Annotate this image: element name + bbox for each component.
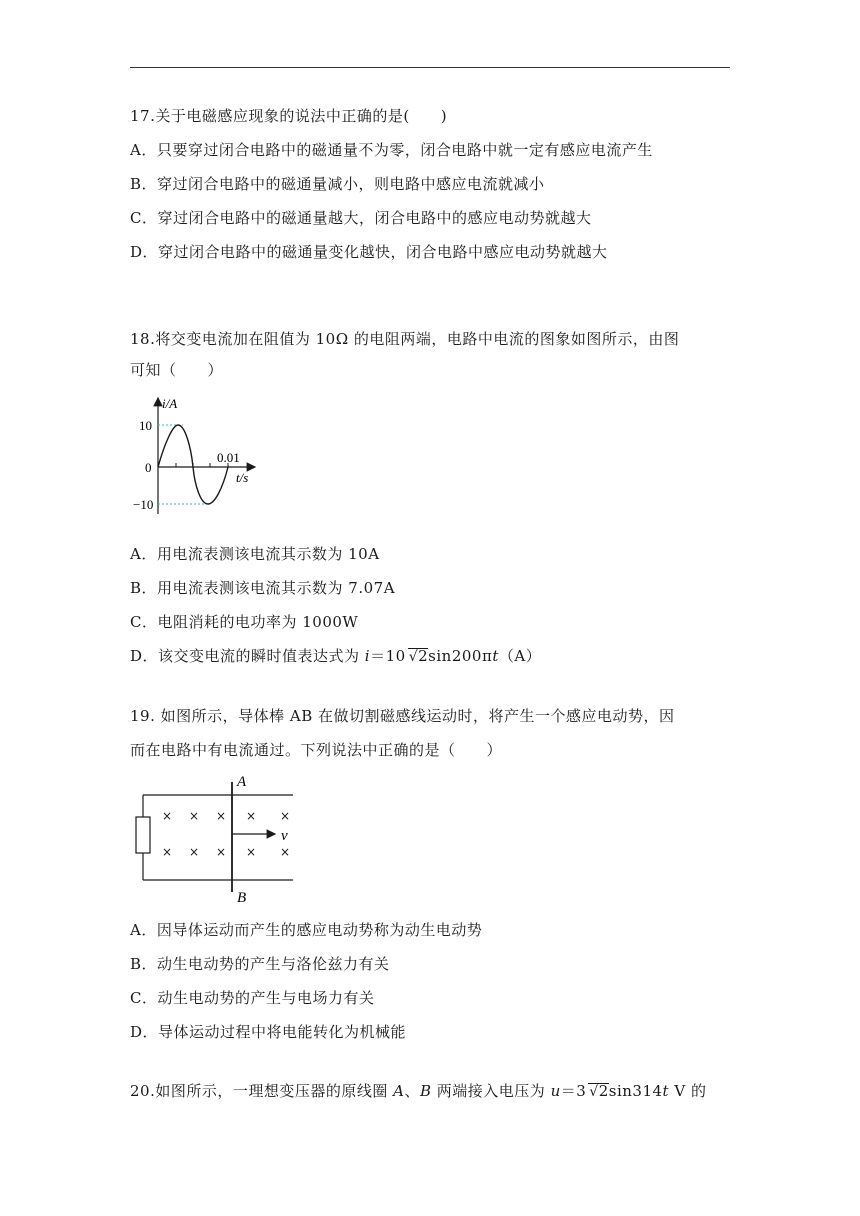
svg-text:×: × (162, 845, 173, 859)
q18-option-a: A．用电流表测该电流其示数为 10A (130, 545, 380, 563)
q17-option-c: C．穿过闭合电路中的磁通量越大，闭合电路中的感应电动势就越大 (130, 209, 592, 227)
label-v: v (281, 828, 288, 844)
y-axis-label: i/A (162, 396, 178, 411)
svg-text:×: × (189, 809, 200, 823)
q19-stem-line2: 而在电路中有电流通过。下列说法中正确的是（ ） (130, 741, 503, 759)
q19-option-c: C．动生电动势的产生与电场力有关 (130, 989, 375, 1007)
resistor (136, 817, 150, 853)
moving-rod-circuit-figure (125, 772, 300, 907)
origin-label: 0 (145, 460, 152, 475)
x-axis-label: t/s (236, 470, 249, 485)
q17-stem: 17.关于电磁感应现象的说法中正确的是( ) (130, 107, 448, 125)
svg-text:×: × (216, 845, 227, 859)
y-tick-pos: 10 (139, 418, 152, 433)
svg-text:×: × (280, 809, 291, 823)
svg-text:×: × (246, 845, 257, 859)
q18-option-b: B．用电流表测该电流其示数为 7.07A (130, 579, 396, 597)
svg-text:×: × (189, 845, 200, 859)
svg-text:×: × (216, 809, 227, 823)
q19-option-b: B．动生电动势的产生与洛伦兹力有关 (130, 955, 390, 973)
label-b: B (237, 890, 247, 906)
sqrt-symbol-q20: √2 (589, 1082, 609, 1100)
label-a: A (237, 774, 247, 790)
x-tick-label: 0.01 (217, 450, 240, 465)
q18-option-c: C．电阻消耗的电功率为 1000W (130, 613, 359, 631)
q20-stem: 20.如图所示，一理想变压器的原线圈 A、B 两端接入电压为 u＝3 √2sin314t V 的 (130, 1082, 707, 1100)
q18-option-d: D．该交变电流的瞬时值表达式为 i＝10 √2sin200πt（A） (130, 647, 542, 665)
q17-option-d: D．穿过闭合电路中的磁通量变化越快，闭合电路中感应电动势就越大 (130, 243, 608, 261)
svg-text:×: × (246, 809, 257, 823)
y-tick-neg: −10 (133, 497, 154, 512)
current-time-graph (125, 392, 265, 522)
header-rule (130, 67, 730, 68)
q17-option-a: A．只要穿过闭合电路中的磁通量不为零，闭合电路中就一定有感应电流产生 (130, 141, 653, 159)
sqrt-symbol: √2 (408, 647, 429, 665)
q17-option-b: B．穿过闭合电路中的磁通量减小，则电路中感应电流就减小 (130, 175, 545, 193)
q18-stem-line2: 可知（ ） (130, 361, 224, 379)
q19-option-d: D．导体运动过程中将电能转化为机械能 (130, 1023, 407, 1041)
q19-option-a: A．因导体运动而产生的感应电动势称为动生电动势 (130, 921, 483, 939)
q18-stem-line1: 18.将交变电流加在阻值为 10Ω 的电阻两端，电路中电流的图象如图所示，由图 (130, 330, 680, 348)
svg-text:×: × (280, 845, 291, 859)
svg-text:×: × (162, 809, 173, 823)
q19-stem-line1: 19. 如图所示，导体棒 AB 在做切割磁感线运动时，将产生一个感应电动势，因 (130, 707, 675, 725)
